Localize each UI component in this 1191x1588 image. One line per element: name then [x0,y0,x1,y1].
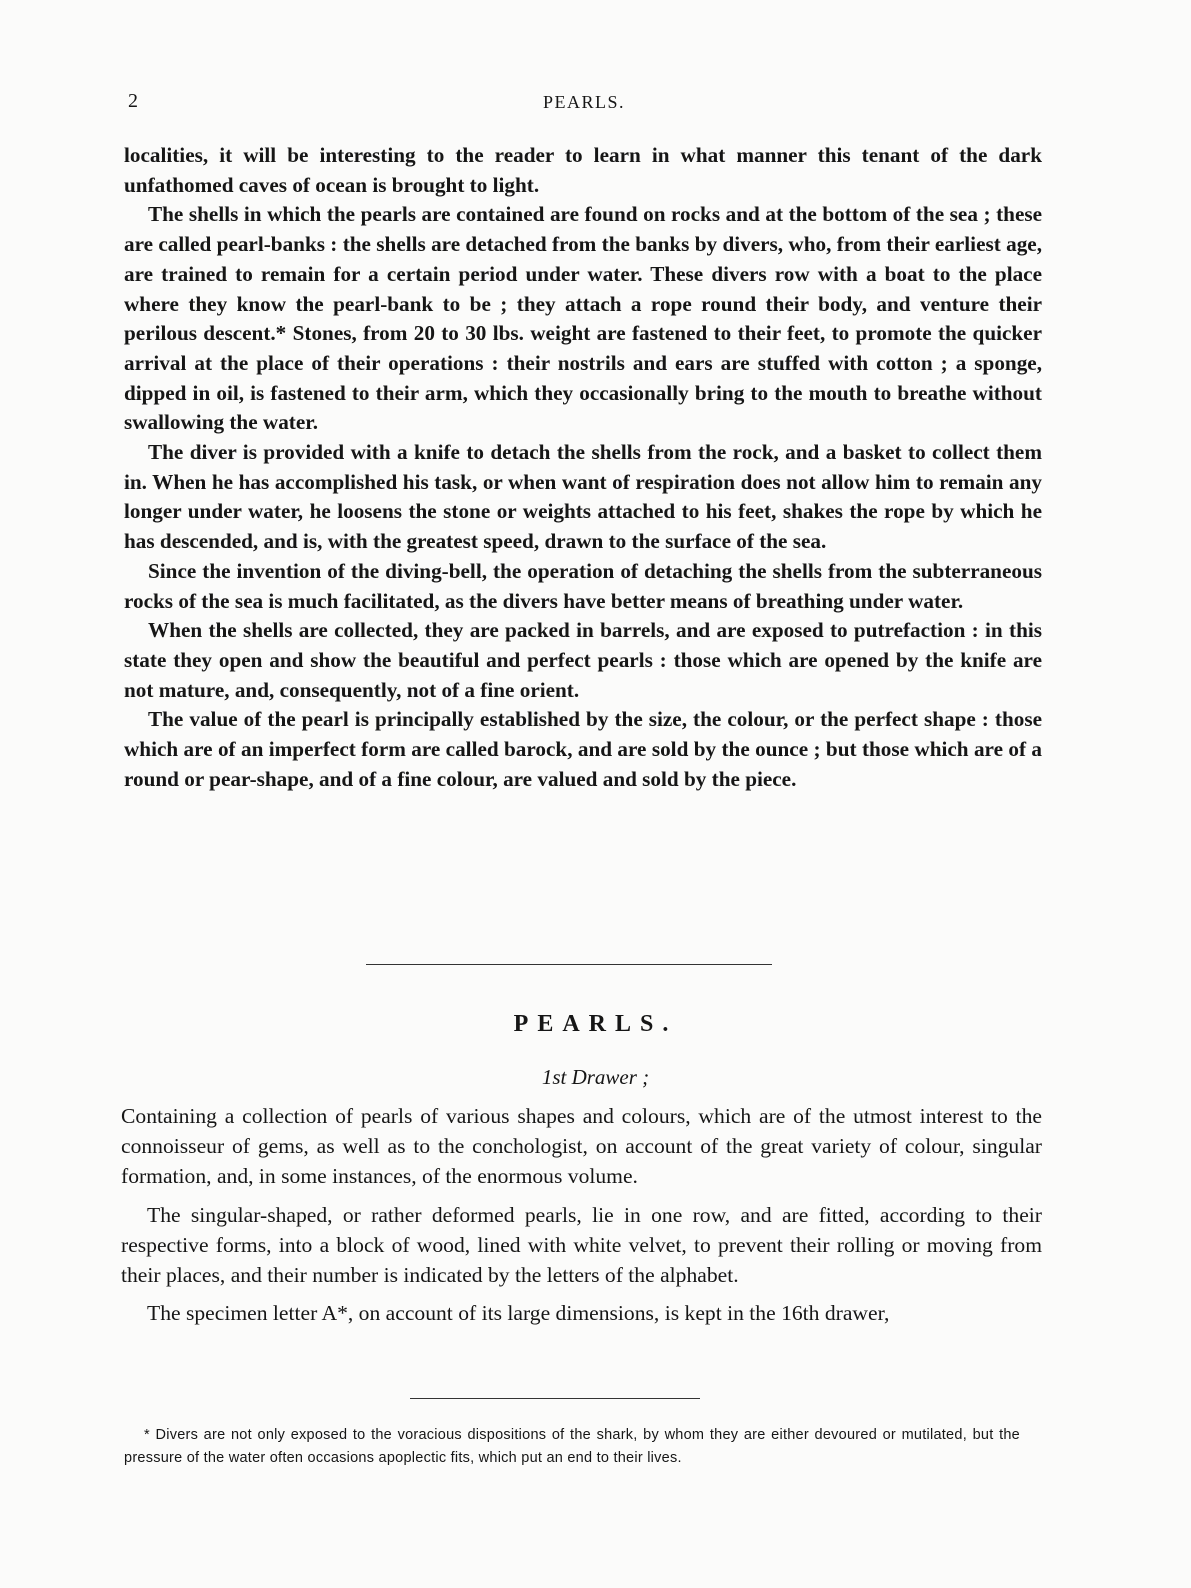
page-number: 2 [128,90,139,112]
section-paragraph: The specimen letter A*, on account of its large dimensions, is kept in the 16th drawer, [147,1301,890,1326]
section-divider [366,964,772,965]
body-paragraph: The shells in which the pearls are contained are found on rocks and at the bottom of the sea ; these are called pearl-banks : the shells are detached from the banks by divers, who, from their earliest age, are trained to remain for a certain period under water. These divers row with a boat to the place where they know the pearl-bank to be ; they attach a rope round their body, and venture their perilous descent.* Stones, from 20 to 30 lbs. weight are fastened to their feet, to promote the quicker arrival at the place of their operations : their nostrils and ears are stuffed with cotton ; a sponge, dipped in oil, is fastened to their arm, which they occasionally bring to the mouth to breathe without swallowing the water. [124,202,1042,435]
running-head [128,90,1040,116]
body-paragraph: Since the invention of the diving-bell, the operation of detaching the shells from the subterraneous rocks of the sea is much facilitated, as the divers have better means of breathing under water. [124,558,1042,613]
section-text [121,1101,1042,1336]
footnote: * Divers are not only exposed to the voracious dispositions of the shark, by whom they are either devoured or mutilated, but the pressure of the water often occasions apoplectic fits, which put an end to their lives. [124,1427,1020,1466]
section-paragraph: Containing a collection of pearls of various shapes and colours, which are of the utmost interest to the connoisseur of gems, as well as to the conchologist, on account of the great variety of colour, singular formation, and, in some instances, of the enormous volume. [121,1104,1042,1189]
body-paragraph: The diver is provided with a knife to detach the shells from the rock, and a basket to collect them in. When he has accomplished his task, or when want of respiration does not allow him to remain any longer under water, he loosens the stone or weights attached to his feet, shakes the rope by which he has descended, and is, with the greatest speed, drawn to the surface of the sea. [124,440,1042,554]
body-paragraph: When the shells are collected, they are packed in barrels, and are exposed to putrefaction : in this state they open and show the beautiful and perfect pearls : those which are opened by the knife are not mature, and, consequently, not of a fine orient. [124,618,1042,702]
body-paragraph: localities, it will be interesting to the reader to learn in what manner this tenant of the dark unfathomed caves of ocean is brought to light. [124,143,1042,197]
section-subtitle: 1st Drawer ; [541,1065,650,1089]
body-paragraph: The value of the pearl is principally established by the size, the colour, or the perfect shape : those which are of an imperfect form are called barock, and are sold by the ounce ; but those which are of a round or pear-shape, and of a fine colour, are valued and sold by the piece. [124,707,1042,791]
body-text [124,141,1042,794]
section-paragraph: The singular-shaped, or rather deformed pearls, lie in one row, and are fitted, according to their respective forms, into a block of wood, lined with white velvet, to prevent their rolling or moving from their places, and their number is indicated by the letters of the alphabet. [121,1202,1042,1288]
running-title: PEARLS. [542,92,626,112]
footnote-divider [410,1398,700,1399]
section-title: PEARLS. [513,1011,678,1037]
